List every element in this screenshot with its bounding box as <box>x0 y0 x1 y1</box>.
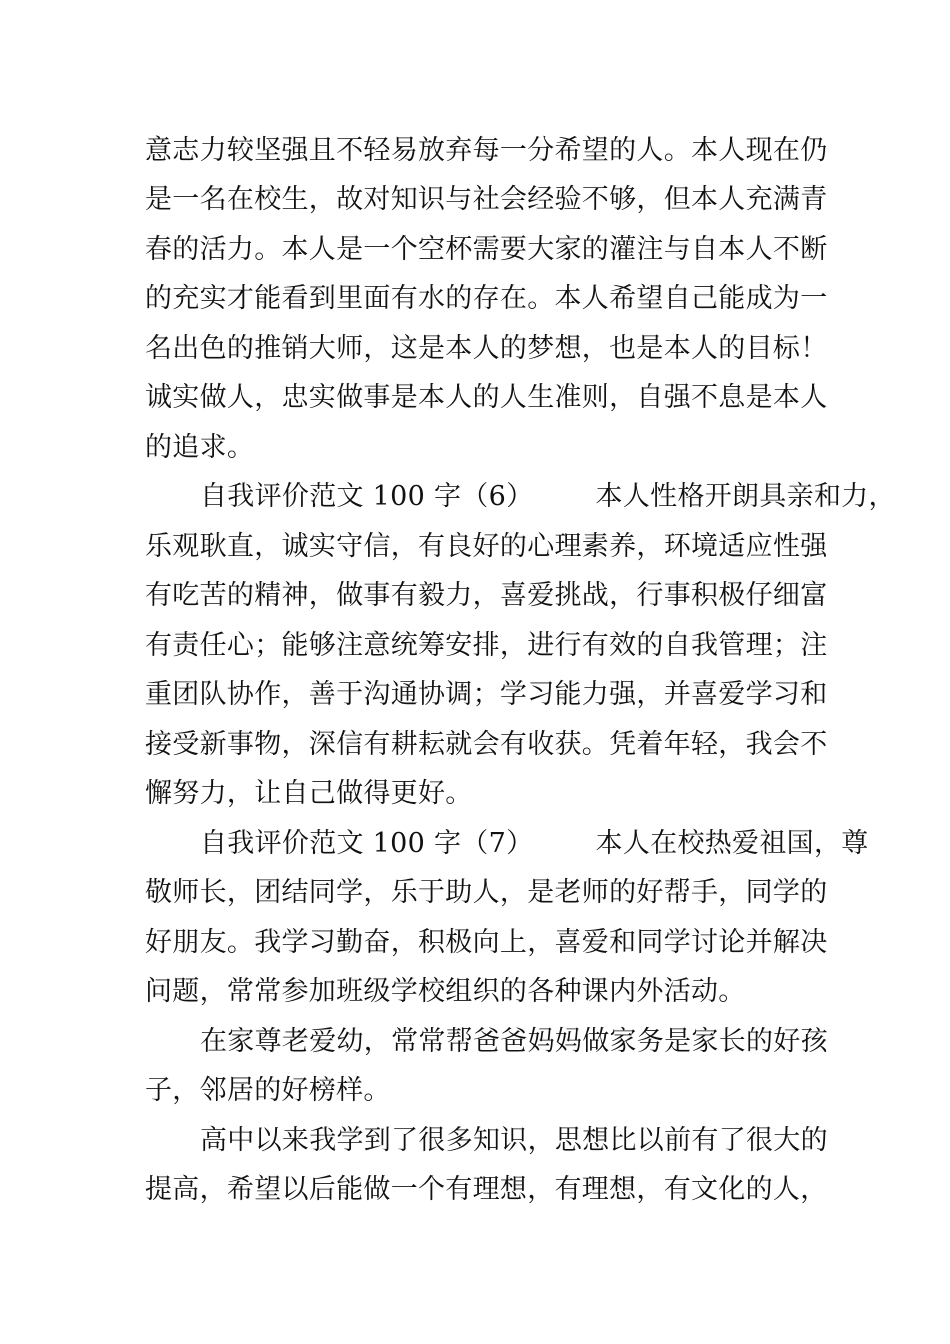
text-line: 有吃苦的精神，做事有毅力，喜爱挑战，行事积极仔细富 <box>145 580 828 611</box>
text-line: 春的活力。本人是一个空杯需要大家的灌注与自本人不断 <box>145 234 828 265</box>
text-line: 意志力较坚强且不轻易放弃每一分希望的人。本人现在仍 <box>145 135 828 166</box>
text-line: 接受新事物，深信有耕耘就会有收获。凭着年轻，我会不 <box>145 729 828 760</box>
text-line: 提高，希望以后能做一个有理想，有理想，有文化的人， <box>145 1174 828 1205</box>
text-line: 重团队协作，善于沟通协调；学习能力强，并喜爱学习和 <box>145 679 828 710</box>
text-line: 是一名在校生，故对知识与社会经验不够，但本人充满青 <box>145 184 828 215</box>
text-line: 乐观耿直，诚实守信，有良好的心理素养，环境适应性强 <box>145 531 828 562</box>
text-line: 问题，常常参加班级学校组织的各种课内外活动。 <box>145 976 746 1007</box>
section-heading-line: 自我评价范文 100 字（6） 本人性格开朗具亲和力， <box>200 481 896 512</box>
text-line: 有责任心；能够注意统筹安排，进行有效的自我管理；注 <box>145 630 828 661</box>
text-line: 敬师长，团结同学，乐于助人，是老师的好帮手，同学的 <box>145 877 828 908</box>
text-line: 名出色的推销大师，这是本人的梦想，也是本人的目标！ <box>145 333 828 364</box>
text-line: 的追求。 <box>145 432 255 463</box>
paragraph-start-line: 高中以来我学到了很多知识，思想比以前有了很大的 <box>200 1125 828 1156</box>
paragraph-start-line: 在家尊老爱幼，常常帮爸爸妈妈做家务是家长的好孩 <box>200 1026 828 1057</box>
text-line: 好朋友。我学习勤奋，积极向上，喜爱和同学讨论并解决 <box>145 927 828 958</box>
text-line: 的充实才能看到里面有水的存在。本人希望自己能成为一 <box>145 283 828 314</box>
text-line: 懈努力，让自己做得更好。 <box>145 778 473 809</box>
text-line: 诚实做人，忠实做事是本人的人生准则，自强不息是本人 <box>145 382 828 413</box>
text-line: 子，邻居的好榜样。 <box>145 1075 391 1106</box>
section-heading-line: 自我评价范文 100 字（7） 本人在校热爱祖国，尊 <box>200 828 869 859</box>
